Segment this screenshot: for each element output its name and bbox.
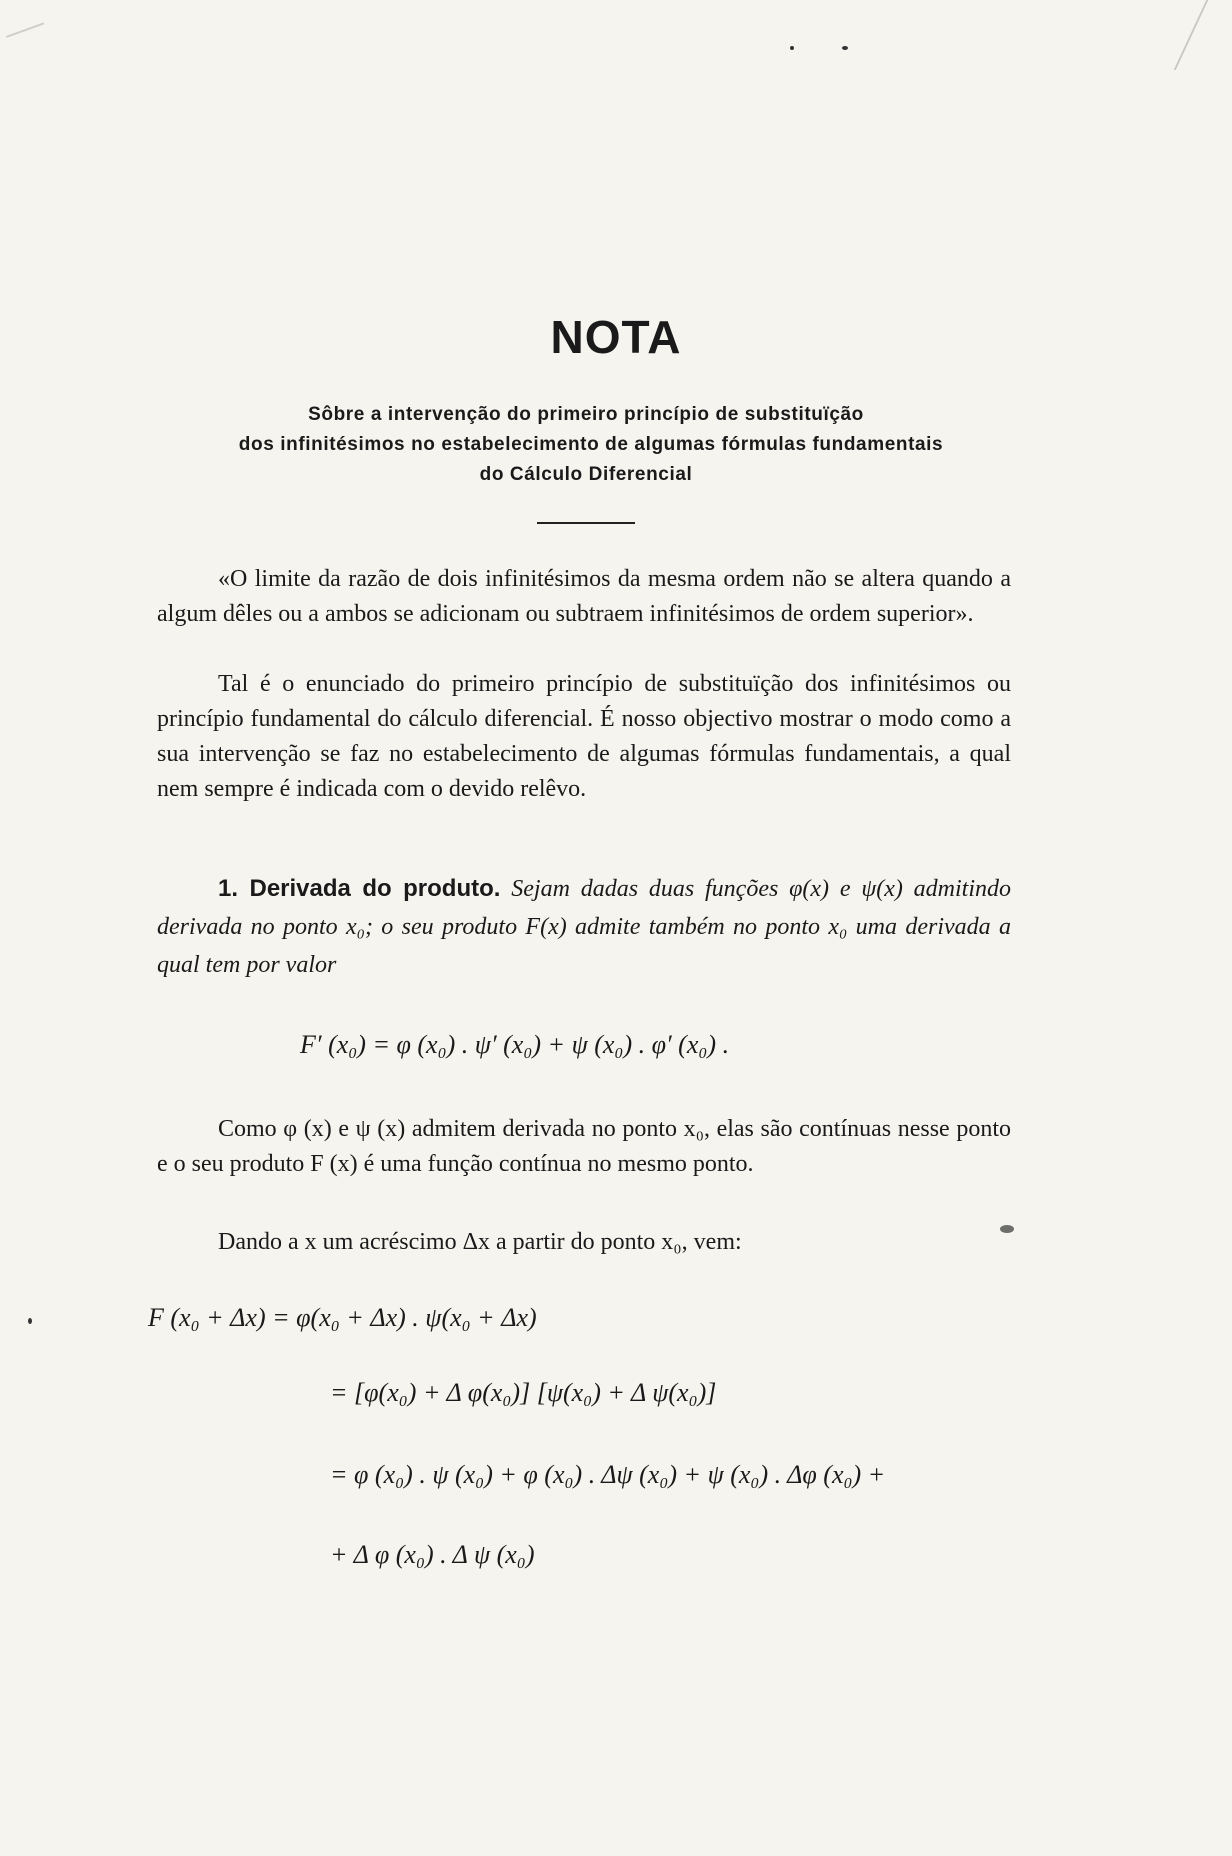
subtitle-line-1: Sôbre a intervenção do primeiro princípio de substituïção: [308, 404, 864, 425]
scan-corner-artifact: [1174, 0, 1232, 70]
section-1-statement: Sejam dadas duas funções φ(x) e ψ(x) admitindo derivada no ponto x₀; o seu produto F(x) admite também no ponto x₀ uma derivada a qual tem por valor: [157, 876, 1012, 978]
quote-paragraph: «O limite da razão de dois infinitésimos da mesma ordem não se altera quando a algum dêles ou a ambos se adicionam ou subtraem infinitésimos de ordem superior».: [157, 566, 1011, 627]
equation-line-2: = [φ(x₀) + Δ φ(x₀)] [ψ(x₀) + Δ ψ(x₀)]: [330, 1378, 717, 1407]
subtitle-line-3: do Cálculo Diferencial: [479, 464, 693, 485]
intro-paragraph: Tal é o enunciado do primeiro princípio de substituïção dos infinitésimos ou princípio fundamental do cálculo diferencial. É nosso objectivo mostrar o modo como a sua intervenção se faz no estabelecimento de algumas fórmulas fundamentais, a qual nem sempre é indicada com o devido relêvo.: [157, 671, 1011, 802]
scan-speck: [790, 46, 794, 50]
scan-speck: [1000, 1225, 1014, 1233]
section-1-paragraph: [157, 870, 1011, 984]
scan-corner-artifact: [0, 0, 44, 38]
increment-paragraph: Dando a x um acréscimo Δx a partir do ponto x₀, vem:: [218, 1229, 742, 1255]
scan-speck: [28, 1318, 32, 1324]
equation-line-4: + Δ φ (x₀) . Δ ψ (x₀): [330, 1540, 535, 1569]
section-1-heading: 1. Derivada do produto.: [218, 875, 501, 902]
equation-line-1: F (x₀ + Δx) = φ(x₀ + Δx) . ψ(x₀ + Δx): [148, 1303, 537, 1332]
continuity-paragraph: Como φ (x) e ψ (x) admitem derivada no ponto x₀, elas são contínuas nesse ponto e o seu produto F (x) é uma função contínua no mesmo ponto.: [157, 1116, 1011, 1177]
page-title: NOTA: [550, 311, 682, 363]
equation-line-3: = φ (x₀) . ψ (x₀) + φ (x₀) . Δψ (x₀) + ψ (x₀) . Δφ (x₀) +: [330, 1460, 886, 1489]
scan-speck: [842, 46, 848, 50]
subtitle-line-2: dos infinitésimos no estabelecimento de algumas fórmulas fundamentais: [238, 434, 944, 455]
product-derivative-formula: F′ (x₀) = φ (x₀) . ψ′ (x₀) + ψ (x₀) . φ′ (x₀) .: [300, 1030, 730, 1059]
title-divider: [537, 522, 635, 524]
